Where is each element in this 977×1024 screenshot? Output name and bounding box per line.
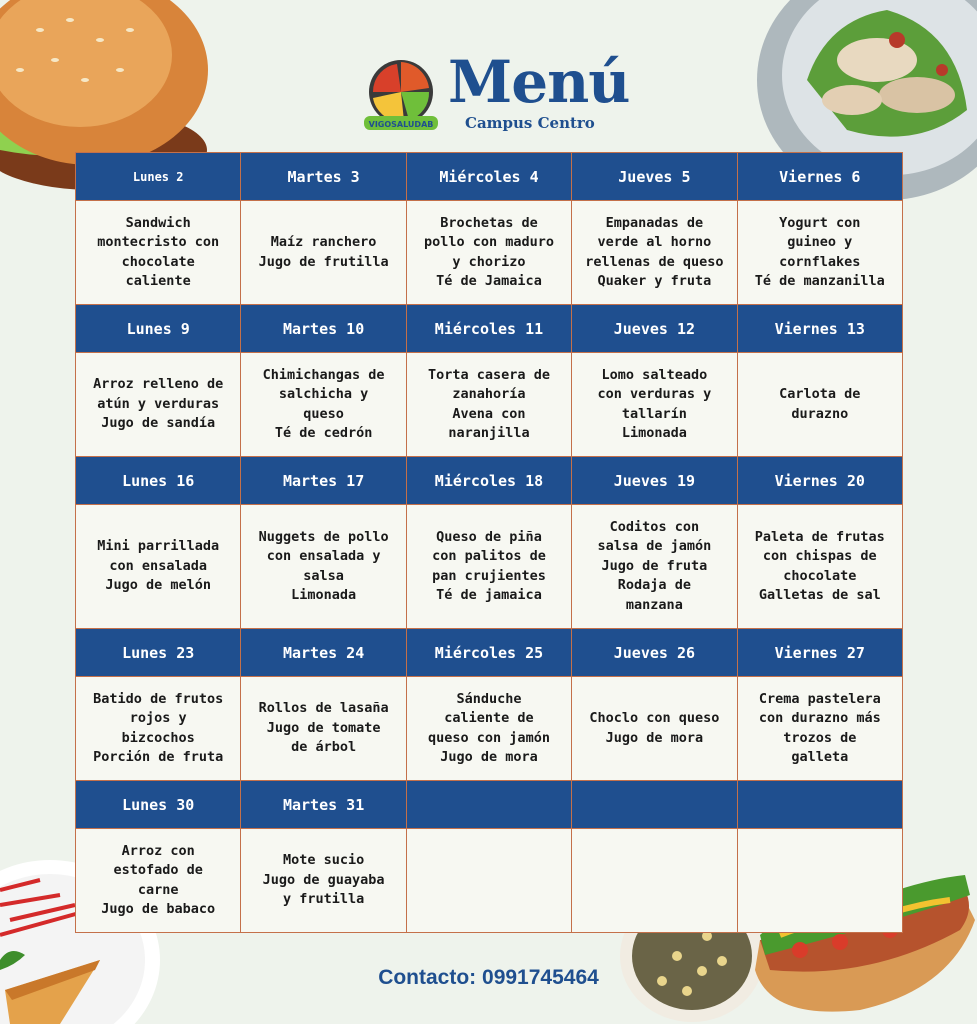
day-header: Martes 10	[241, 305, 406, 353]
meal-cell: Queso de piña con palitos de pan crujientes Té de jamaica	[407, 505, 572, 629]
meal-cell: Sandwich montecristo con chocolate caliente	[76, 201, 241, 305]
meal-cell: Nuggets de pollo con ensalada y salsa Limonada	[241, 505, 406, 629]
meal-cell: Brochetas de pollo con maduro y chorizo Té de Jamaica	[407, 201, 572, 305]
day-header: Miércoles 25	[407, 629, 572, 677]
meal-cell: Mote sucio Jugo de guayaba y frutilla	[241, 829, 406, 933]
logo-icon	[364, 58, 438, 132]
meal-cell-empty	[572, 829, 737, 933]
day-header: Miércoles 11	[407, 305, 572, 353]
day-header: Miércoles 4	[407, 153, 572, 201]
day-header: Miércoles 18	[407, 457, 572, 505]
header	[0, 48, 977, 138]
day-header: Jueves 12	[572, 305, 737, 353]
day-header: Viernes 20	[738, 457, 903, 505]
page-subtitle: Campus Centro	[465, 114, 595, 132]
day-header-empty	[572, 781, 737, 829]
meal-cell: Chimichangas de salchicha y queso Té de cedrón	[241, 353, 406, 457]
day-header-empty	[738, 781, 903, 829]
meal-cell: Rollos de lasaña Jugo de tomate de árbol	[241, 677, 406, 781]
day-header: Viernes 6	[738, 153, 903, 201]
meal-cell: Arroz relleno de atún y verduras Jugo de sandía	[76, 353, 241, 457]
meal-cell: Sánduche caliente de queso con jamón Jugo de mora	[407, 677, 572, 781]
day-header: Lunes 30	[76, 781, 241, 829]
day-header: Viernes 13	[738, 305, 903, 353]
meal-cell: Arroz con estofado de carne Jugo de babaco	[76, 829, 241, 933]
day-header: Jueves 26	[572, 629, 737, 677]
day-header: Lunes 9	[76, 305, 241, 353]
meal-cell: Torta casera de zanahoría Avena con naranjilla	[407, 353, 572, 457]
day-header: Lunes 23	[76, 629, 241, 677]
day-header: Martes 17	[241, 457, 406, 505]
meal-cell: Carlota de durazno	[738, 353, 903, 457]
day-header: Jueves 5	[572, 153, 737, 201]
meal-cell-empty	[407, 829, 572, 933]
meal-cell: Maíz ranchero Jugo de frutilla	[241, 201, 406, 305]
day-header: Martes 31	[241, 781, 406, 829]
page-title: Menú	[448, 48, 630, 116]
day-header: Martes 24	[241, 629, 406, 677]
day-header: Martes 3	[241, 153, 406, 201]
day-header: Jueves 19	[572, 457, 737, 505]
meal-cell: Batido de frutos rojos y bizcochos Porción de fruta	[76, 677, 241, 781]
meal-cell-empty	[738, 829, 903, 933]
meal-cell: Lomo salteado con verduras y tallarín Limonada	[572, 353, 737, 457]
meal-cell: Choclo con queso Jugo de mora	[572, 677, 737, 781]
contact-info: Contacto: 0991745464	[378, 966, 599, 989]
day-header-empty	[407, 781, 572, 829]
meal-cell: Mini parrillada con ensalada Jugo de melón	[76, 505, 241, 629]
meal-cell: Coditos con salsa de jamón Jugo de fruta Rodaja de manzana	[572, 505, 737, 629]
meal-cell: Paleta de frutas con chispas de chocolate Galletas de sal	[738, 505, 903, 629]
meal-cell: Crema pastelera con durazno más trozos de galleta	[738, 677, 903, 781]
day-header: Lunes 2	[76, 153, 241, 201]
day-header: Lunes 16	[76, 457, 241, 505]
meal-cell: Yogurt con guineo y cornflakes Té de manzanilla	[738, 201, 903, 305]
day-header: Viernes 27	[738, 629, 903, 677]
meal-cell: Empanadas de verde al horno rellenas de queso Quaker y fruta	[572, 201, 737, 305]
logo-text: VIGOSALUDAB	[368, 120, 434, 129]
menu-table	[75, 152, 903, 933]
